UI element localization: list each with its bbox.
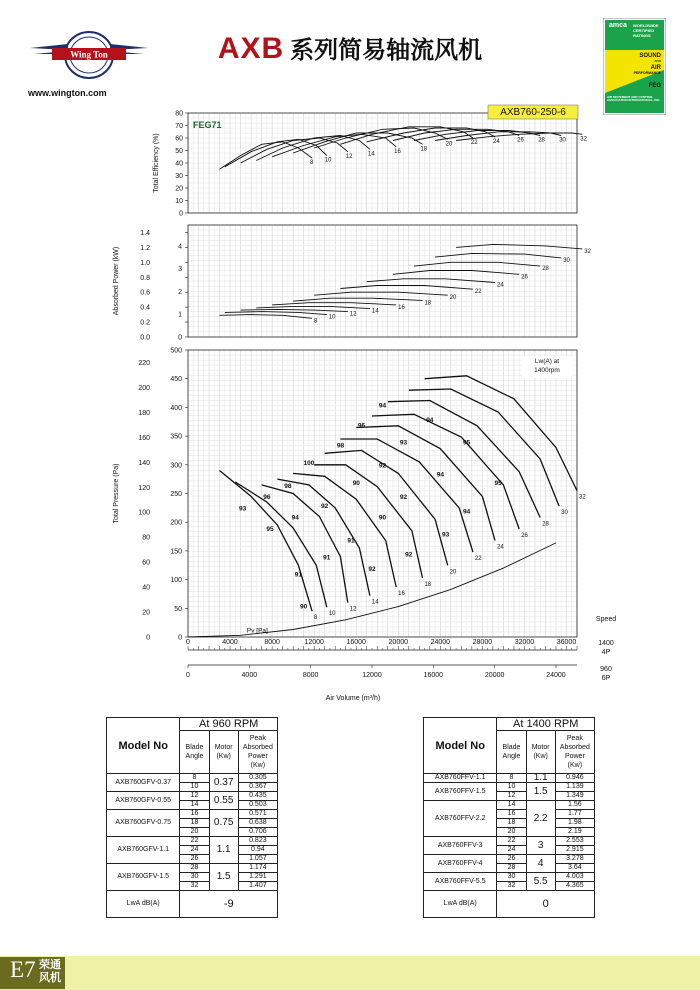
tick-label: 70 bbox=[175, 123, 183, 130]
noise-level-label: 92 bbox=[399, 494, 408, 502]
blade-angle-label: 28 bbox=[542, 521, 549, 528]
tick-label: 50 bbox=[174, 605, 182, 613]
table-row bbox=[424, 873, 595, 882]
power-cell: 1.174 bbox=[238, 864, 277, 873]
table-row bbox=[107, 792, 278, 801]
power-cell: 2.553 bbox=[555, 837, 594, 846]
power-cell: 1.349 bbox=[555, 792, 594, 801]
power-cell: 2.915 bbox=[555, 846, 594, 855]
tick-label: 300 bbox=[170, 462, 182, 470]
power-cell: 0.305 bbox=[238, 774, 277, 783]
power-cell: 3.64 bbox=[555, 864, 594, 873]
blade-angle-label: 22 bbox=[474, 556, 482, 563]
motor-cell: 0.55 bbox=[209, 792, 238, 810]
blade-angle-cell: 10 bbox=[497, 783, 526, 792]
x-tick-label-1400: 16000 bbox=[346, 639, 366, 646]
blade-angle-label: 32 bbox=[580, 136, 587, 143]
blade-angle-label: 16 bbox=[394, 148, 401, 155]
blade-angle-label: 16 bbox=[398, 304, 405, 311]
blade-angle-cell: 26 bbox=[180, 855, 209, 864]
tick-label: 40 bbox=[175, 160, 183, 168]
pressure-curve bbox=[409, 389, 559, 506]
tick-label: 30 bbox=[175, 173, 183, 180]
x-tick-label-960: 4000 bbox=[241, 672, 258, 679]
blade-angle-cell: 22 bbox=[180, 837, 209, 846]
power-cell: 0.638 bbox=[238, 819, 277, 828]
table-row bbox=[107, 774, 278, 783]
motor-cell: 3 bbox=[526, 837, 555, 855]
svg-text:and: and bbox=[654, 58, 661, 63]
blade-angle-label: 30 bbox=[561, 510, 568, 517]
blade-angle-label: 26 bbox=[521, 274, 528, 281]
model-cell: AXB760GFV-0.37 bbox=[107, 774, 180, 792]
x-tick-label-1400: 36000 bbox=[556, 639, 577, 646]
power-cell: 4.003 bbox=[555, 873, 594, 882]
noise-level-label: 98 bbox=[336, 442, 345, 450]
tick-label: 150 bbox=[170, 548, 182, 556]
page-title bbox=[0, 30, 700, 66]
x-tick-label-1400: 8000 bbox=[264, 639, 280, 646]
x-tick-label-1400: 4000 bbox=[222, 639, 238, 646]
blade-angle-label: 14 bbox=[367, 151, 375, 158]
blade-angle-label: 8 bbox=[310, 160, 314, 166]
tick-label: 60 bbox=[175, 135, 183, 143]
power-cell: 3.278 bbox=[555, 855, 594, 864]
blade-angle-label: 18 bbox=[424, 300, 432, 307]
noise-level-label: 93 bbox=[399, 439, 408, 447]
tick-label: 40 bbox=[142, 584, 150, 592]
tick-label: 1.0 bbox=[140, 259, 150, 267]
power-cell: 1.057 bbox=[238, 855, 277, 864]
tick-label: 0 bbox=[179, 210, 183, 218]
blade-angle-label: 20 bbox=[449, 569, 457, 576]
power-cell: 0.435 bbox=[238, 792, 277, 801]
blade-angle-cell: 12 bbox=[180, 792, 209, 801]
blade-angle-label: 16 bbox=[398, 591, 405, 598]
table-row bbox=[424, 774, 595, 783]
power-cell: 0.706 bbox=[238, 828, 277, 837]
motor-cell: 1.5 bbox=[526, 783, 555, 801]
tick-label: 100 bbox=[170, 577, 182, 585]
table-row bbox=[424, 837, 595, 846]
pole-960: 6P bbox=[601, 675, 611, 682]
blade-angle-cell: 24 bbox=[180, 846, 209, 855]
noise-level-label: 94 bbox=[378, 402, 387, 410]
blade-angle-cell: 20 bbox=[180, 828, 209, 837]
spec-table-1400rpm: Model No At 1400 RPM Blade Angle Motor (Kw) Peak Absorbed Power (Kw) AXB760FFV-1.1 8 1.1 0.946 AXB760FFV-1.5 10 1.5 1.139 12 1.349 AXB760FFV-2.2 14 2.2 1.56 16 1.77 18 1.98 20 2.19 AXB760FFV-3 22 3 2.553 24 2.915 AXB760FFV-4 26 4 3.278 28 3.64 AXB760FFV-5.5 30 5.5 4.003 32 4.365 LwA dB(A) 0 bbox=[423, 717, 595, 918]
svg-text:PERFORMANCE: PERFORMANCE bbox=[633, 71, 661, 75]
tick-label: 10 bbox=[175, 198, 183, 205]
x-tick-label-1400: 28000 bbox=[472, 639, 493, 646]
noise-level-label: 92 bbox=[405, 551, 413, 559]
blade-angle-cell: 18 bbox=[497, 819, 526, 828]
power-curve bbox=[314, 292, 448, 295]
blade-angle-label: 22 bbox=[470, 140, 478, 146]
blade-angle-cell: 28 bbox=[497, 864, 526, 873]
lwa-label: LwA dB(A) bbox=[107, 891, 180, 918]
blade-angle-label: 12 bbox=[349, 606, 357, 613]
blade-angle-cell: 26 bbox=[497, 855, 526, 864]
blade-angle-label: 18 bbox=[420, 146, 428, 153]
lwa-label: LwA dB(A) bbox=[424, 891, 497, 918]
tick-label: 200 bbox=[170, 519, 182, 527]
tick-label: 400 bbox=[170, 404, 182, 412]
speed-960: 960 bbox=[600, 666, 612, 673]
power-cell: 1.291 bbox=[238, 873, 277, 882]
blade-angle-cell: 16 bbox=[180, 810, 209, 819]
blade-angle-cell: 14 bbox=[497, 801, 526, 810]
tick-label: 1.4 bbox=[140, 229, 150, 237]
blade-angle-label: 26 bbox=[521, 533, 528, 540]
table-title: At 1400 RPM bbox=[497, 718, 595, 731]
blade-angle-label: 12 bbox=[345, 153, 353, 160]
x-tick-label-960: 8000 bbox=[302, 672, 319, 679]
x-tick-label-960: 12000 bbox=[362, 672, 382, 679]
tick-label: 0.4 bbox=[140, 304, 150, 312]
x-tick-label-960: 0 bbox=[186, 672, 190, 679]
motor-cell: 2.2 bbox=[526, 801, 555, 837]
noise-level-label: 94 bbox=[426, 416, 434, 424]
motor-cell: 1.5 bbox=[209, 864, 238, 891]
power-cell: 0.823 bbox=[238, 837, 277, 846]
svg-text:CERTIFIED: CERTIFIED bbox=[633, 28, 655, 33]
tick-label: 220 bbox=[138, 359, 150, 367]
power-cell: 0.503 bbox=[238, 801, 277, 810]
motor-cell: 1.1 bbox=[209, 837, 238, 864]
noise-level-label: 95 bbox=[266, 525, 274, 533]
motor-cell: 0.37 bbox=[209, 774, 238, 792]
table-row bbox=[107, 810, 278, 819]
power-cell: 0.94 bbox=[238, 846, 277, 855]
tick-label: 20 bbox=[142, 609, 150, 617]
x-tick-label-1400: 0 bbox=[186, 639, 190, 646]
website-url: www.wington.com bbox=[28, 88, 107, 98]
series-name: AXB bbox=[217, 32, 285, 65]
tick-label: 0.2 bbox=[140, 319, 150, 327]
motor-cell: 5.5 bbox=[526, 873, 555, 891]
tick-label: 50 bbox=[175, 148, 183, 155]
tick-label: 200 bbox=[138, 384, 150, 392]
x-tick-label-960: 20000 bbox=[484, 672, 505, 679]
tick-label: 2 bbox=[178, 288, 182, 296]
blade-angle-label: 20 bbox=[449, 295, 457, 302]
blade-angle-label: 8 bbox=[314, 615, 318, 622]
model-cell: AXB760GFV-0.55 bbox=[107, 792, 180, 810]
tick-label: 20 bbox=[175, 185, 183, 193]
model-cell: AXB760GFV-1.1 bbox=[107, 837, 180, 864]
col-model-header: Model No bbox=[107, 718, 180, 774]
x-axis-label: Air Volume (m³/h) bbox=[325, 695, 381, 702]
blade-angle-label: 18 bbox=[424, 581, 432, 588]
noise-level-label: 91 bbox=[323, 554, 331, 562]
performance-chart bbox=[0, 100, 700, 720]
blade-angle-cell: 24 bbox=[497, 846, 526, 855]
series-title-cn: 系列简易轴流风机 bbox=[290, 37, 483, 64]
blade-angle-label: 24 bbox=[496, 282, 504, 289]
blade-angle-cell: 30 bbox=[180, 873, 209, 882]
x-tick-label-960: 16000 bbox=[423, 672, 444, 679]
noise-level-label: 96 bbox=[357, 422, 366, 430]
tick-label: 80 bbox=[142, 534, 150, 542]
tick-label: 3 bbox=[178, 266, 182, 274]
power-curve bbox=[225, 312, 327, 315]
table-row bbox=[424, 801, 595, 810]
tick-label: 250 bbox=[170, 491, 182, 498]
power-cell: 2.19 bbox=[555, 828, 594, 837]
noise-level-label: 94 bbox=[291, 514, 299, 522]
blade-angle-label: 30 bbox=[563, 257, 570, 264]
tick-label: 100 bbox=[138, 509, 150, 517]
x-tick-label-1400: 12000 bbox=[304, 639, 324, 646]
svg-text:RATINGS: RATINGS bbox=[633, 33, 651, 38]
tick-label: 0.8 bbox=[140, 274, 150, 282]
tick-label: 140 bbox=[138, 459, 150, 467]
pressure-curve bbox=[388, 401, 540, 518]
tick-label: 0 bbox=[178, 634, 182, 642]
power-cell: 1.56 bbox=[555, 801, 594, 810]
speed-1400: 1400 bbox=[598, 640, 614, 647]
system-curve-label: Pv [Pa] bbox=[246, 627, 268, 635]
blade-angle-label: 8 bbox=[314, 318, 318, 325]
tick-label: 160 bbox=[138, 434, 150, 442]
speed-title: Speed bbox=[595, 616, 617, 623]
col-model-header: Model No bbox=[424, 718, 497, 774]
x-tick-label-1400: 20000 bbox=[388, 639, 409, 646]
table-row bbox=[107, 864, 278, 873]
blade-angle-cell: 10 bbox=[180, 783, 209, 792]
model-cell: AXB760FFV-1.5 bbox=[424, 783, 497, 801]
power-curve bbox=[256, 306, 370, 308]
tick-label: 180 bbox=[138, 409, 150, 417]
power-curve bbox=[293, 298, 422, 301]
tick-label: 0.0 bbox=[140, 334, 150, 342]
tick-label: 80 bbox=[175, 110, 183, 118]
noise-level-label: 90 bbox=[300, 603, 308, 611]
tick-label: 0.6 bbox=[140, 289, 150, 297]
noise-level-label: 95 bbox=[462, 439, 471, 447]
power-cell: 0.946 bbox=[555, 774, 594, 783]
blade-angle-label: 32 bbox=[579, 494, 586, 501]
power-cell: 1.139 bbox=[555, 783, 594, 792]
noise-level-label: 91 bbox=[347, 537, 355, 545]
pole-1400: 4P bbox=[601, 649, 611, 656]
svg-text:FEG: FEG bbox=[648, 83, 661, 89]
noise-level-label: 94 bbox=[462, 508, 471, 516]
blade-angle-label: 10 bbox=[328, 314, 336, 321]
pressure-curve bbox=[235, 482, 326, 607]
tick-label: 450 bbox=[170, 376, 182, 384]
blade-angle-label: 14 bbox=[371, 308, 379, 315]
efficiency-curve bbox=[241, 138, 348, 163]
noise-level-label: 96 bbox=[263, 494, 271, 502]
tick-label: 350 bbox=[170, 433, 182, 441]
legend-note: 1400rpm bbox=[534, 367, 560, 374]
lwa-value: -9 bbox=[180, 891, 278, 918]
badge-footer: AIR MOVEMENT AND CONTROL ASSOCIATION INTERNATIONAL, INC. bbox=[607, 96, 661, 103]
blade-angle-label: 24 bbox=[492, 138, 500, 145]
blade-angle-cell: 12 bbox=[497, 792, 526, 801]
table-row bbox=[424, 783, 595, 792]
blade-angle-label: 14 bbox=[371, 599, 379, 606]
blade-angle-cell: 28 bbox=[180, 864, 209, 873]
noise-level-label: 90 bbox=[352, 479, 360, 487]
model-cell: AXB760FFV-2.2 bbox=[424, 801, 497, 837]
power-cell: 4.365 bbox=[555, 882, 594, 891]
noise-level-label: 93 bbox=[239, 505, 247, 513]
x-tick-label-1400: 24000 bbox=[430, 639, 451, 646]
table-row bbox=[107, 837, 278, 846]
power-cell: 1.407 bbox=[238, 882, 277, 891]
spec-table-960rpm: Model No At 960 RPM Blade Angle Motor (Kw) Peak Absorbed Power (Kw) AXB760GFV-0.37 8 0.37 0.305 10 0.367 AXB760GFV-0.55 12 0.55 0.435 14 0.503 AXB760GFV-0.75 16 0.75 0.571 18 0.638 20 0.706 AXB760GFV-1.1 22 1.1 0.823 24 0.94 26 1.057 AXB760GFV-1.5 28 1.5 1.174 30 1.291 32 1.407 LwA dB(A) -9 bbox=[106, 717, 278, 918]
noise-level-label: 100 bbox=[303, 459, 315, 467]
motor-cell: 1.1 bbox=[526, 774, 555, 783]
tick-label: 120 bbox=[138, 484, 150, 492]
model-cell: AXB760GFV-0.75 bbox=[107, 810, 180, 837]
model-cell: AXB760FFV-4 bbox=[424, 855, 497, 873]
footer-brand: 荣通 风机 bbox=[39, 959, 61, 984]
svg-text:AIR: AIR bbox=[650, 65, 661, 71]
blade-angle-label: 20 bbox=[445, 141, 453, 148]
badge-org: amca bbox=[609, 22, 627, 29]
motor-cell: 0.75 bbox=[209, 810, 238, 837]
page-number: E7 bbox=[10, 957, 36, 982]
tick-label: 500 bbox=[170, 347, 182, 355]
tick-label: 0 bbox=[178, 334, 182, 342]
model-cell: AXB760FFV-1.1 bbox=[424, 774, 497, 783]
tick-label: 1.2 bbox=[140, 244, 150, 252]
blade-angle-cell: 22 bbox=[497, 837, 526, 846]
tick-label: 1 bbox=[178, 311, 182, 319]
footer-bar bbox=[0, 956, 700, 990]
noise-level-label: 90 bbox=[378, 514, 387, 522]
noise-level-label: 94 bbox=[436, 471, 444, 479]
svg-text:SOUND: SOUND bbox=[639, 53, 661, 59]
noise-level-label: 95 bbox=[494, 479, 502, 487]
blade-angle-label: 22 bbox=[474, 289, 482, 296]
motor-cell: 4 bbox=[526, 855, 555, 873]
noise-level-label: 98 bbox=[284, 482, 292, 490]
model-cell: AXB760GFV-1.5 bbox=[107, 864, 180, 891]
blade-angle-label: 28 bbox=[542, 266, 549, 273]
blade-angle-label: 24 bbox=[496, 544, 504, 551]
model-cell: AXB760FFV-3 bbox=[424, 837, 497, 855]
y-axis-label: Total Pressure (Pa) bbox=[113, 463, 120, 524]
tick-label: 0 bbox=[146, 634, 150, 642]
table-title: At 960 RPM bbox=[180, 718, 278, 731]
lwa-value: 0 bbox=[497, 891, 595, 918]
blade-angle-cell: 18 bbox=[180, 819, 209, 828]
power-cell: 0.367 bbox=[238, 783, 277, 792]
model-cell: AXB760FFV-5.5 bbox=[424, 873, 497, 891]
logo-text: Wing Ton bbox=[70, 49, 108, 60]
blade-angle-label: 10 bbox=[328, 611, 336, 618]
tick-label: 4 bbox=[178, 243, 182, 251]
svg-text:WORLDWIDE: WORLDWIDE bbox=[633, 23, 659, 28]
pressure-curve bbox=[425, 376, 577, 491]
legend-note: Lw(A) at bbox=[534, 358, 560, 365]
blade-angle-cell: 30 bbox=[497, 873, 526, 882]
power-curve bbox=[367, 279, 495, 283]
tick-label: 60 bbox=[142, 559, 150, 567]
x-tick-label-960: 24000 bbox=[546, 672, 566, 679]
power-curve bbox=[272, 303, 396, 305]
noise-level-label: 91 bbox=[294, 571, 303, 579]
power-cell: 1.77 bbox=[555, 810, 594, 819]
noise-level-label: 92 bbox=[368, 565, 376, 573]
blade-angle-cell: 8 bbox=[180, 774, 209, 783]
power-cell: 0.571 bbox=[238, 810, 277, 819]
blade-angle-label: 26 bbox=[517, 137, 524, 144]
blade-angle-cell: 20 bbox=[497, 828, 526, 837]
blade-angle-cell: 14 bbox=[180, 801, 209, 810]
blade-angle-cell: 8 bbox=[497, 774, 526, 783]
feg-label: FEG71 bbox=[193, 120, 222, 130]
pressure-curve bbox=[325, 450, 448, 565]
y-axis-label: Total Efficiency (%) bbox=[153, 133, 160, 193]
blade-angle-label: 10 bbox=[324, 157, 332, 164]
noise-level-label: 92 bbox=[378, 462, 387, 470]
blade-angle-label: 32 bbox=[584, 248, 591, 255]
blade-angle-label: 12 bbox=[349, 311, 357, 318]
x-tick-label-1400: 32000 bbox=[514, 639, 535, 646]
noise-level-label: 92 bbox=[321, 502, 329, 510]
blade-angle-label: 30 bbox=[559, 137, 566, 144]
blade-angle-cell: 16 bbox=[497, 810, 526, 819]
noise-level-label: 93 bbox=[441, 531, 450, 539]
blade-angle-cell: 32 bbox=[497, 882, 526, 891]
power-cell: 1.98 bbox=[555, 819, 594, 828]
blade-angle-cell: 32 bbox=[180, 882, 209, 891]
blade-angle-label: 28 bbox=[538, 137, 545, 144]
table-row bbox=[424, 855, 595, 864]
chart-model-title: AXB760-250-6 bbox=[500, 107, 566, 118]
y-axis-label: Absorbed Power (kW) bbox=[113, 246, 120, 316]
